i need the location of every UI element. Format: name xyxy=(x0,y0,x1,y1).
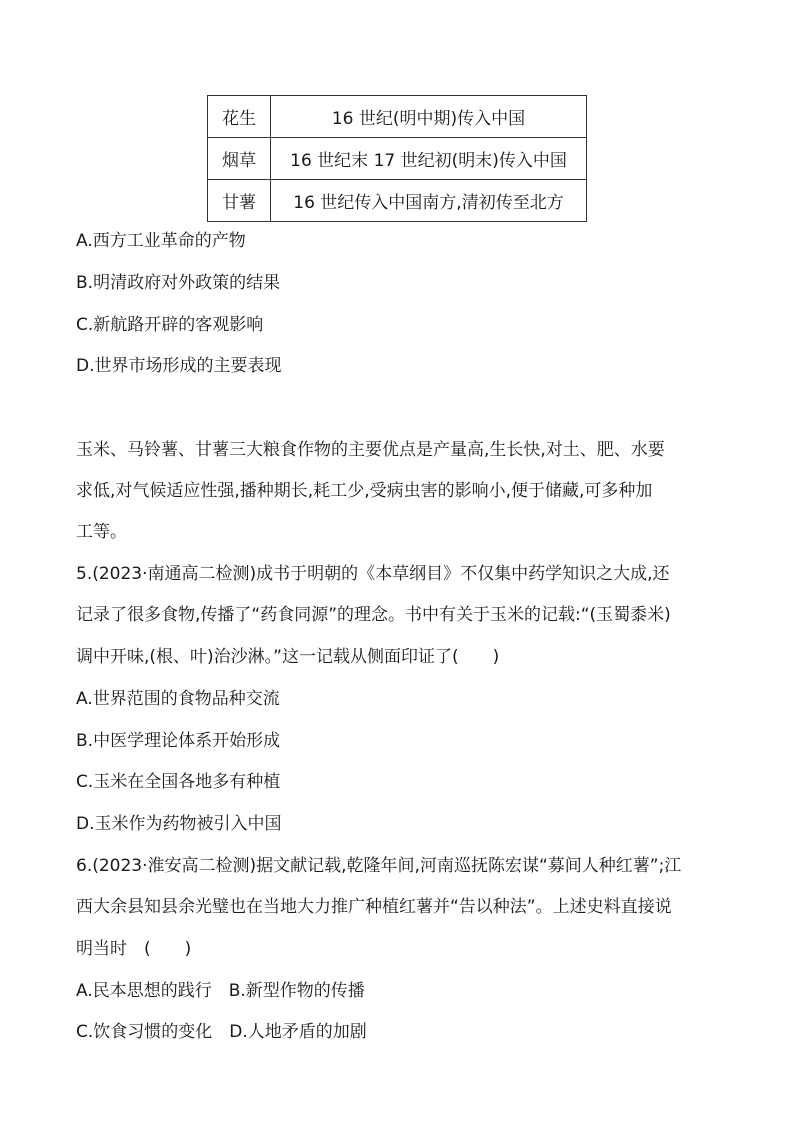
q6-stem-line-1: 6.(2023·淮安高二检测)据文献记载,乾隆年间,河南巡抚陈宏谋“募间人种红薯”;江 xyxy=(76,856,682,876)
q6-options-cd: C.饮食习惯的变化 D.人地矛盾的加剧 xyxy=(76,1022,367,1042)
crop-name-cell: 烟草 xyxy=(208,138,271,180)
q5-stem-line-3: 调中开味,(根、叶)治沙淋。”这一记载从侧面印证了( ) xyxy=(76,647,500,667)
crop-desc-cell: 16 世纪(明中期)传入中国 xyxy=(271,96,587,138)
crop-desc-cell: 16 世纪传入中国南方,清初传至北方 xyxy=(271,180,587,222)
table-row xyxy=(208,138,587,180)
q5-option-a: A.世界范围的食物品种交流 xyxy=(76,689,280,709)
q5-stem-line-2: 记录了很多食物,传播了“药食同源”的理念。书中有关于玉米的记载:“(玉蜀黍米) xyxy=(76,605,671,625)
q5-stem-line-1: 5.(2023·南通高二检测)成书于明朝的《本草纲目》不仅集中药学知识之大成,还 xyxy=(76,564,670,584)
table-row xyxy=(208,180,587,222)
explanation-line-3: 工等。 xyxy=(76,522,127,542)
q6-options-ab: A.民本思想的践行 B.新型作物的传播 xyxy=(76,981,365,1001)
q4-option-c: C.新航路开辟的客观影响 xyxy=(76,315,264,335)
explanation-line-2: 求低,对气候适应性强,播种期长,耗工少,受病虫害的影响小,便于储藏,可多种加 xyxy=(76,481,653,501)
q6-stem-line-2: 西大余县知县余光璧也在当地大力推广种植红薯并“告以种法”。上述史料直接说 xyxy=(76,897,672,917)
q4-option-a: A.西方工业革命的产物 xyxy=(76,231,246,251)
crop-name-cell: 甘薯 xyxy=(208,180,271,222)
q4-option-d: D.世界市场形成的主要表现 xyxy=(76,356,282,376)
crop-name-cell: 花生 xyxy=(208,96,271,138)
q6-stem-line-3: 明当时 ( ) xyxy=(76,939,192,959)
q5-option-d: D.玉米作为药物被引入中国 xyxy=(76,814,282,834)
crop-introduction-table xyxy=(207,95,587,222)
table-row xyxy=(208,96,587,138)
q5-option-c: C.玉米在全国各地多有种植 xyxy=(76,772,281,792)
q5-option-b: B.中医学理论体系开始形成 xyxy=(76,731,281,751)
crop-desc-cell: 16 世纪末 17 世纪初(明末)传入中国 xyxy=(271,138,587,180)
q4-option-b: B.明清政府对外政策的结果 xyxy=(76,273,281,293)
explanation-line-1: 玉米、马铃薯、甘薯三大粮食作物的主要优点是产量高,生长快,对土、肥、水要 xyxy=(76,440,665,460)
